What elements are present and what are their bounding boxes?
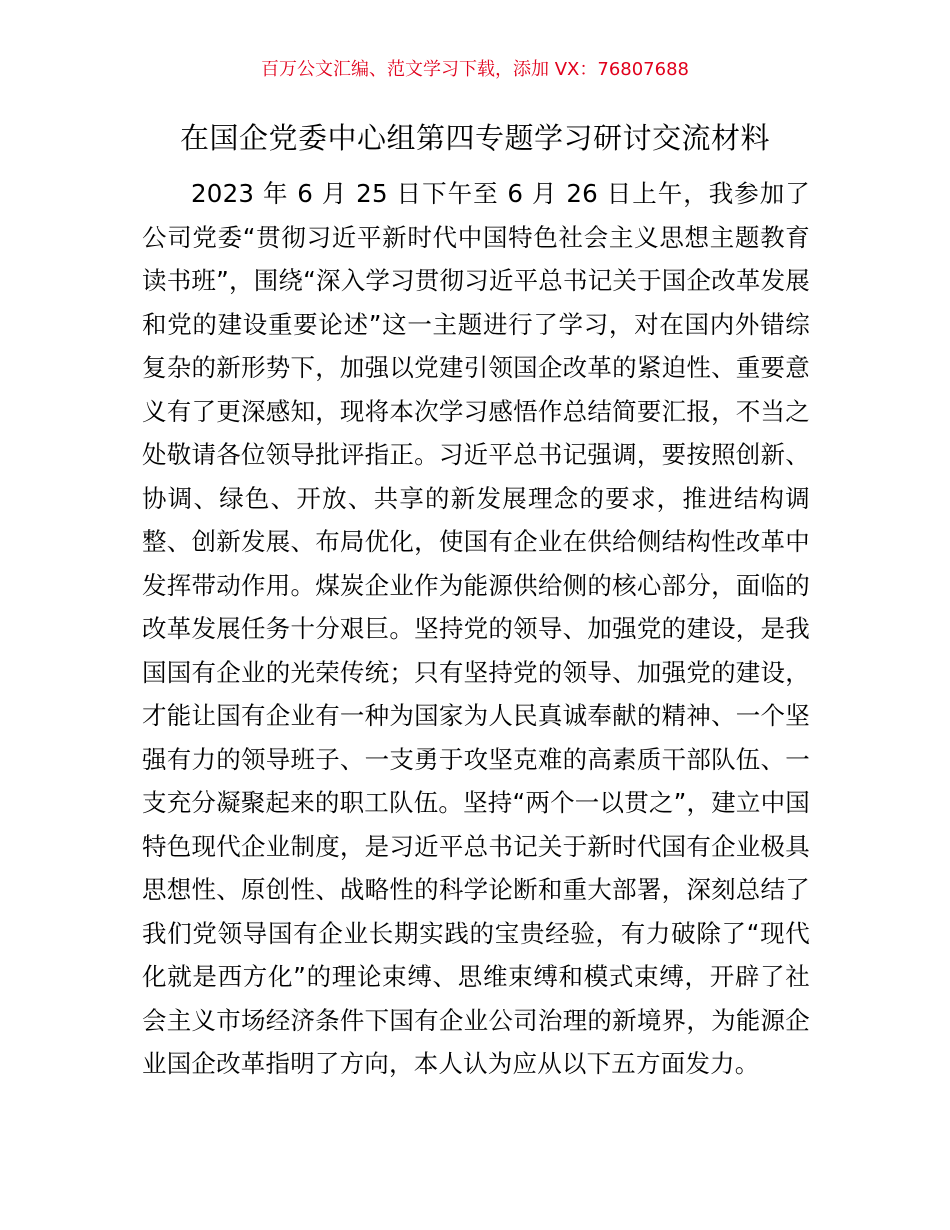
document-title: 在国企党委中心组第四专题学习研讨交流材料: [179, 121, 770, 155]
body-paragraph: 2023 年 6 月 25 日下午至 6 月 26 日上午，我参加了公司党委“贯彻习近平新时代中国特色社会主义思想主题教育读书班”，围绕“深入学习贯彻习近平总书记关于国企改革发展和党的建设重要论述”这一主题进行了学习，对在国内外错综复杂的新形势下，加强以党建引领国企改革的紧迫性、重要意义有了更深感知，现将本次学习感悟作总结简要汇报，不当之处敬请各位领导批评指正。习近平总书记强调，要按照创新、协调、绿色、开放、共享的新发展理念的要求，推进结构调整、创新发展、布局优化，使国有企业在供给侧结构性改革中发挥带动作用。煤炭企业作为能源供给侧的核心部分，面临的改革发展任务十分艰巨。坚持党的领导、加强党的建设，是我国国有企业的光荣传统；只有坚持党的领导、加强党的建设，才能让国有企业有一种为国家为人民真诚奉献的精神、一个坚强有力的领导班子、一支勇于攻坚克难的高素质干部队伍、一支充分凝聚起来的职工队伍。坚持“两个一以贯之”，建立中国特色现代企业制度，是习近平总书记关于新时代国有企业极具思想性、原创性、战略性的科学论断和重大部署，深刻总结了我们党领导国有企业长期实践的宝贵经验，有力破除了“现代化就是西方化”的理论束缚、思维束缚和模式束缚，开辟了社会主义市场经济条件下国有企业公司治理的新境界，为能源企业国企改革指明了方向，本人认为应从以下五方面发力。: [142, 179, 810, 1078]
header-promo-note: 百万公文汇编、范文学习下载，添加 VX：76807688: [261, 59, 689, 80]
